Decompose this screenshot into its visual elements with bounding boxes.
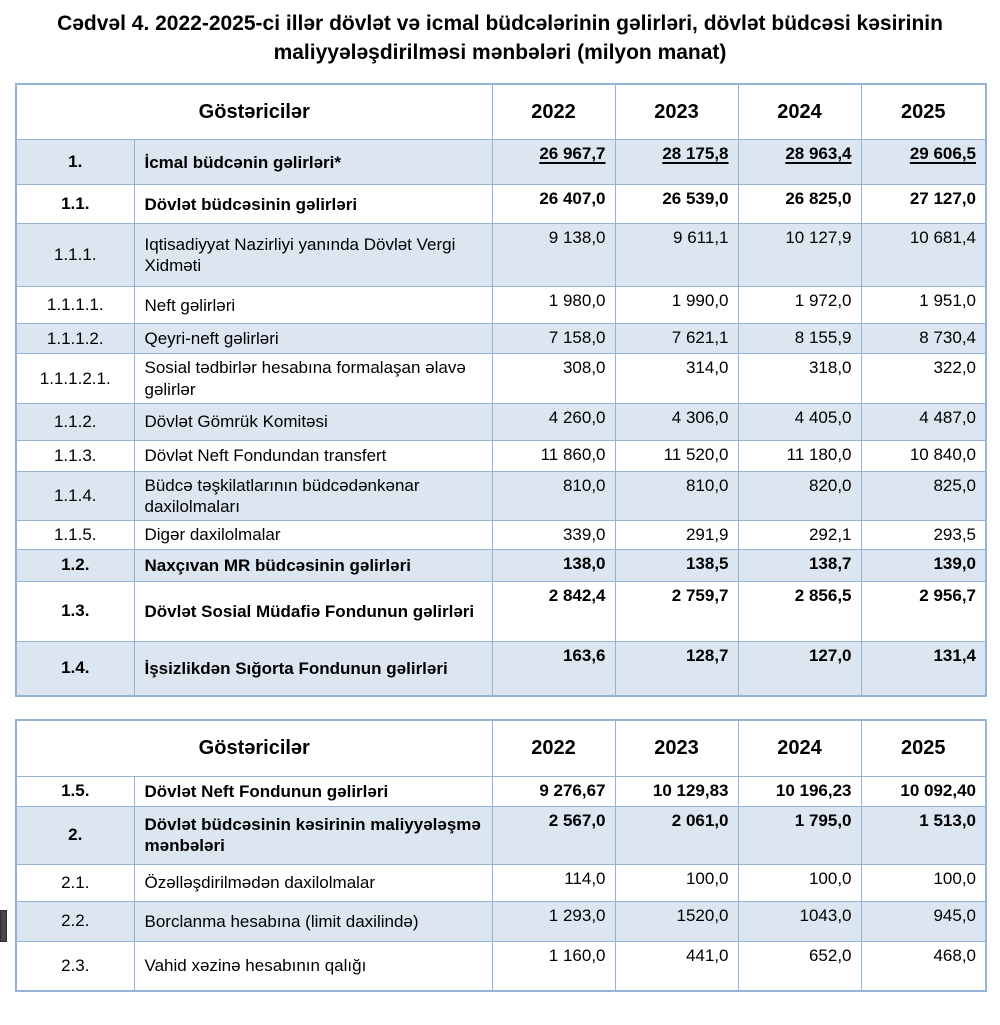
table-row bbox=[16, 806, 986, 864]
value-cell: 139,0 bbox=[861, 549, 986, 581]
table-row bbox=[16, 901, 986, 941]
indicator-column-header: Göstəricilər bbox=[16, 720, 492, 776]
table-row bbox=[16, 185, 986, 224]
value-cell: 114,0 bbox=[492, 864, 615, 901]
value-cell: 4 487,0 bbox=[861, 403, 986, 440]
value-cell: 1 513,0 bbox=[861, 806, 986, 864]
value-cell: 1 160,0 bbox=[492, 941, 615, 991]
value-cell: 8 730,4 bbox=[861, 324, 986, 354]
value-cell: 138,0 bbox=[492, 549, 615, 581]
value-cell: 2 856,5 bbox=[738, 581, 861, 641]
year-column-header: 2025 bbox=[861, 720, 986, 776]
row-number-cell: 1.4. bbox=[16, 641, 134, 696]
value-cell: 322,0 bbox=[861, 354, 986, 404]
value-cell: 1 980,0 bbox=[492, 287, 615, 324]
row-number-cell: 1.1.3. bbox=[16, 440, 134, 471]
value-cell: 1 795,0 bbox=[738, 806, 861, 864]
row-label-cell: Naxçıvan MR büdcəsinin gəlirləri bbox=[134, 549, 492, 581]
row-label-cell: Büdcə təşkilatlarının büdcədənkənar daxilolmaları bbox=[134, 471, 492, 521]
value-cell: 4 405,0 bbox=[738, 403, 861, 440]
table-row bbox=[16, 864, 986, 901]
value-cell: 9 138,0 bbox=[492, 224, 615, 287]
year-column-header: 2023 bbox=[615, 720, 738, 776]
value-cell: 1 990,0 bbox=[615, 287, 738, 324]
value-cell: 29 606,5 bbox=[861, 140, 986, 185]
year-column-header: 2023 bbox=[615, 84, 738, 140]
row-number-cell: 1.1.2. bbox=[16, 403, 134, 440]
table-row bbox=[16, 471, 986, 521]
row-label-cell: Sosial tədbirlər hesabına formalaşan əlavə gəlirlər bbox=[134, 354, 492, 404]
row-number-cell: 1.1.1.2. bbox=[16, 324, 134, 354]
value-cell: 28 963,4 bbox=[738, 140, 861, 185]
row-number-cell: 1.1.5. bbox=[16, 521, 134, 549]
row-number-cell: 1.1.1.2.1. bbox=[16, 354, 134, 404]
row-number-cell: 2. bbox=[16, 806, 134, 864]
table-row bbox=[16, 140, 986, 185]
row-label-cell: Iqtisadiyyat Nazirliyi yanında Dövlət Vergi Xidməti bbox=[134, 224, 492, 287]
value-cell: 1 293,0 bbox=[492, 901, 615, 941]
value-cell: 26 539,0 bbox=[615, 185, 738, 224]
row-label-cell: Borclanma hesabına (limit daxilində) bbox=[134, 901, 492, 941]
value-cell: 138,5 bbox=[615, 549, 738, 581]
budget-table-2 bbox=[15, 719, 987, 992]
row-label-cell: Dövlət Sosial Müdafiə Fondunun gəlirləri bbox=[134, 581, 492, 641]
table-row bbox=[16, 287, 986, 324]
value-cell: 8 155,9 bbox=[738, 324, 861, 354]
value-cell: 293,5 bbox=[861, 521, 986, 549]
year-column-header: 2024 bbox=[738, 84, 861, 140]
row-label-cell: Dövlət büdcəsinin gəlirləri bbox=[134, 185, 492, 224]
value-cell: 339,0 bbox=[492, 521, 615, 549]
table-row bbox=[16, 581, 986, 641]
row-number-cell: 2.1. bbox=[16, 864, 134, 901]
row-number-cell: 1.5. bbox=[16, 776, 134, 806]
row-label-cell: Digər daxilolmalar bbox=[134, 521, 492, 549]
value-cell: 28 175,8 bbox=[615, 140, 738, 185]
budget-table-1 bbox=[15, 83, 987, 697]
table-row bbox=[16, 354, 986, 404]
year-column-header: 2024 bbox=[738, 720, 861, 776]
scrollbar-thumb[interactable] bbox=[0, 910, 7, 942]
value-cell: 10 196,23 bbox=[738, 776, 861, 806]
value-cell: 26 967,7 bbox=[492, 140, 615, 185]
value-cell: 26 407,0 bbox=[492, 185, 615, 224]
value-cell: 945,0 bbox=[861, 901, 986, 941]
row-label-cell: Dövlət Neft Fondunun gəlirləri bbox=[134, 776, 492, 806]
row-number-cell: 1.1.4. bbox=[16, 471, 134, 521]
value-cell: 163,6 bbox=[492, 641, 615, 696]
row-number-cell: 1.2. bbox=[16, 549, 134, 581]
value-cell: 127,0 bbox=[738, 641, 861, 696]
value-cell: 652,0 bbox=[738, 941, 861, 991]
row-number-cell: 1.1. bbox=[16, 185, 134, 224]
value-cell: 10 129,83 bbox=[615, 776, 738, 806]
value-cell: 10 092,40 bbox=[861, 776, 986, 806]
year-column-header: 2025 bbox=[861, 84, 986, 140]
value-cell: 10 681,4 bbox=[861, 224, 986, 287]
row-label-cell: Dövlət Gömrük Komitəsi bbox=[134, 403, 492, 440]
row-number-cell: 1.1.1. bbox=[16, 224, 134, 287]
row-label-cell: Qeyri-neft gəlirləri bbox=[134, 324, 492, 354]
table-row bbox=[16, 324, 986, 354]
row-number-cell: 1.3. bbox=[16, 581, 134, 641]
table-1-header bbox=[16, 84, 986, 140]
row-label-cell: Dövlət büdcəsinin kəsirinin maliyyələşmə mənbələri bbox=[134, 806, 492, 864]
value-cell: 2 842,4 bbox=[492, 581, 615, 641]
value-cell: 2 061,0 bbox=[615, 806, 738, 864]
value-cell: 810,0 bbox=[492, 471, 615, 521]
value-cell: 314,0 bbox=[615, 354, 738, 404]
table-row bbox=[16, 776, 986, 806]
value-cell: 308,0 bbox=[492, 354, 615, 404]
row-number-cell: 1.1.1.1. bbox=[16, 287, 134, 324]
table-row bbox=[16, 440, 986, 471]
row-label-cell: İcmal büdcənin gəlirləri* bbox=[134, 140, 492, 185]
table-1-body bbox=[16, 140, 986, 696]
value-cell: 138,7 bbox=[738, 549, 861, 581]
indicator-column-header: Göstəricilər bbox=[16, 84, 492, 140]
value-cell: 441,0 bbox=[615, 941, 738, 991]
value-cell: 100,0 bbox=[861, 864, 986, 901]
value-cell: 9 611,1 bbox=[615, 224, 738, 287]
table-row bbox=[16, 641, 986, 696]
value-cell: 1520,0 bbox=[615, 901, 738, 941]
value-cell: 2 956,7 bbox=[861, 581, 986, 641]
table-row bbox=[16, 521, 986, 549]
table-row bbox=[16, 403, 986, 440]
year-column-header: 2022 bbox=[492, 84, 615, 140]
value-cell: 468,0 bbox=[861, 941, 986, 991]
value-cell: 11 180,0 bbox=[738, 440, 861, 471]
value-cell: 4 306,0 bbox=[615, 403, 738, 440]
table-2-body bbox=[16, 776, 986, 991]
row-number-cell: 2.3. bbox=[16, 941, 134, 991]
value-cell: 2 759,7 bbox=[615, 581, 738, 641]
value-cell: 810,0 bbox=[615, 471, 738, 521]
row-label-cell: Vahid xəzinə hesabının qalığı bbox=[134, 941, 492, 991]
row-label-cell: Özəlləşdirilmədən daxilolmalar bbox=[134, 864, 492, 901]
value-cell: 1 972,0 bbox=[738, 287, 861, 324]
header-row bbox=[16, 84, 986, 140]
value-cell: 131,4 bbox=[861, 641, 986, 696]
table-row bbox=[16, 941, 986, 991]
table-2-header bbox=[16, 720, 986, 776]
document-title: Cədvəl 4. 2022-2025-ci illər dövlət və icmal büdcələrinin gəlirləri, dövlət büdcəsi kəsirinin maliyyələşdirilməsi mənbələri (milyon manat) bbox=[57, 12, 943, 64]
table-row bbox=[16, 549, 986, 581]
value-cell: 2 567,0 bbox=[492, 806, 615, 864]
value-cell: 26 825,0 bbox=[738, 185, 861, 224]
value-cell: 4 260,0 bbox=[492, 403, 615, 440]
value-cell: 11 520,0 bbox=[615, 440, 738, 471]
row-label-cell: Neft gəlirləri bbox=[134, 287, 492, 324]
value-cell: 10 840,0 bbox=[861, 440, 986, 471]
table-row bbox=[16, 224, 986, 287]
row-number-cell: 2.2. bbox=[16, 901, 134, 941]
row-label-cell: İşsizlikdən Sığorta Fondunun gəlirləri bbox=[134, 641, 492, 696]
value-cell: 291,9 bbox=[615, 521, 738, 549]
value-cell: 7 621,1 bbox=[615, 324, 738, 354]
header-row bbox=[16, 720, 986, 776]
value-cell: 128,7 bbox=[615, 641, 738, 696]
value-cell: 825,0 bbox=[861, 471, 986, 521]
value-cell: 100,0 bbox=[615, 864, 738, 901]
row-number-cell: 1. bbox=[16, 140, 134, 185]
value-cell: 10 127,9 bbox=[738, 224, 861, 287]
value-cell: 1043,0 bbox=[738, 901, 861, 941]
value-cell: 7 158,0 bbox=[492, 324, 615, 354]
row-label-cell: Dövlət Neft Fondundan transfert bbox=[134, 440, 492, 471]
value-cell: 9 276,67 bbox=[492, 776, 615, 806]
value-cell: 100,0 bbox=[738, 864, 861, 901]
year-column-header: 2022 bbox=[492, 720, 615, 776]
value-cell: 27 127,0 bbox=[861, 185, 986, 224]
value-cell: 1 951,0 bbox=[861, 287, 986, 324]
value-cell: 820,0 bbox=[738, 471, 861, 521]
value-cell: 292,1 bbox=[738, 521, 861, 549]
value-cell: 11 860,0 bbox=[492, 440, 615, 471]
value-cell: 318,0 bbox=[738, 354, 861, 404]
